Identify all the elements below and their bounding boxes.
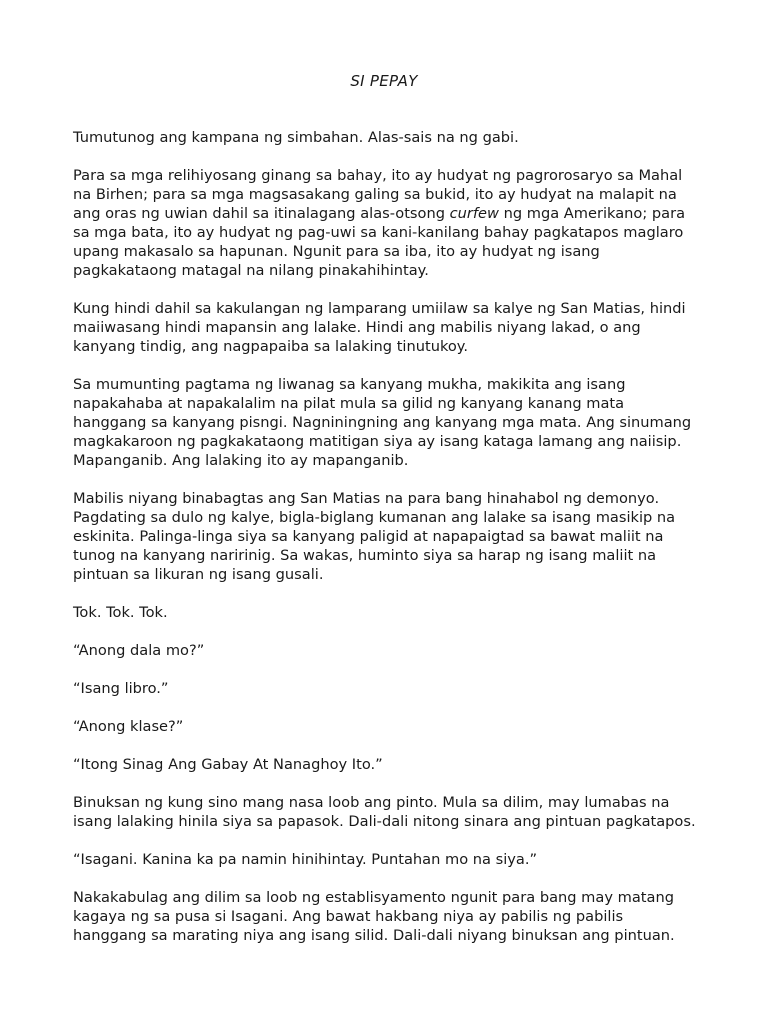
- paragraph: Mabilis niyang binabagtas ang San Matias na para bang hinahabol ng demonyo. Pagdating sa dulo ng kalye, bigla-biglang kumanan ang lalake sa isang masikip na eskinita. Palinga-linga siya sa kanyang paligid at napapaigtad sa bawat maliit na tunog na kanyang naririnig. Sa wakas, huminto siya sa harap ng isang maliit na pintuan sa likuran ng isang gusali.: [73, 490, 676, 583]
- dialogue-line: “Anong dala mo?”: [73, 642, 205, 659]
- dialogue-line: “Itong Sinag Ang Gabay At Nanaghoy Ito.”: [73, 756, 383, 773]
- document-body: [73, 128, 701, 964]
- paragraph: [73, 166, 701, 280]
- page-title: SI PEPAY: [350, 72, 418, 90]
- paragraph-text: ng mga Amerikano; para sa mga bata, ito ay hudyat ng pag-uwi sa kani-kanilang bahay pagkatapos maglaro upang makasalo sa hapunan. Ngunit para sa iba, ito ay hudyat ng isang pagkakataong matagal na nilang pinakahihintay.: [73, 205, 686, 279]
- dialogue-line: “Anong klase?”: [73, 718, 184, 735]
- paragraph: Kung hindi dahil sa kakulangan ng lamparang umiilaw sa kalye ng San Matias, hindi maiiwasang hindi mapansin ang lalake. Hindi ang mabilis niyang lakad, o ang kanyang tindig, ang nagpapaiba sa lalaking tinutukoy.: [73, 300, 686, 355]
- paragraph: Binuksan ng kung sino mang nasa loob ang pinto. Mula sa dilim, may lumabas na isang lalaking hinila siya sa papasok. Dali-dali nitong sinara ang pintuan pagkatapos.: [73, 794, 696, 830]
- paragraph: Sa mumunting pagtama ng liwanag sa kanyang mukha, makikita ang isang napakahaba at napakalalim na pilat mula sa gilid ng kanyang kanang mata hanggang sa kanyang pisngi. Nagniningning ang kanyang mga mata. Ang sinumang magkakaroon ng pagkakataong matitigan siya ay isang kataga lamang ang naiisip. Mapanganib. Ang lalaking ito ay mapanganib.: [73, 376, 692, 469]
- paragraph: Nakakabulag ang dilim sa loob ng establisyamento ngunit para bang may matang kagaya ng sa pusa si Isagani. Ang bawat hakbang niya ay pabilis ng pabilis hanggang sa marating niya ang isang silid. Dali-dali niyang binuksan ang pintuan.: [73, 889, 675, 944]
- dialogue-line: “Isagani. Kanina ka pa namin hinihintay. Puntahan mo na siya.”: [73, 851, 538, 868]
- dialogue-line: “Isang libro.”: [73, 680, 169, 697]
- paragraph: Tumutunog ang kampana ng simbahan. Alas-sais na ng gabi.: [73, 129, 519, 146]
- paragraph: Tok. Tok. Tok.: [73, 604, 168, 621]
- italic-word: curfew: [449, 205, 499, 222]
- paragraph-text: Para sa mga relihiyosang ginang sa bahay, ito ay hudyat ng pagrorosaryo sa Mahal na Birhen; para sa mga magsasakang galing sa bukid, ito ay hudyat na malapit na ang oras ng uwian dahil sa itinalagang alas-otsong: [73, 167, 683, 222]
